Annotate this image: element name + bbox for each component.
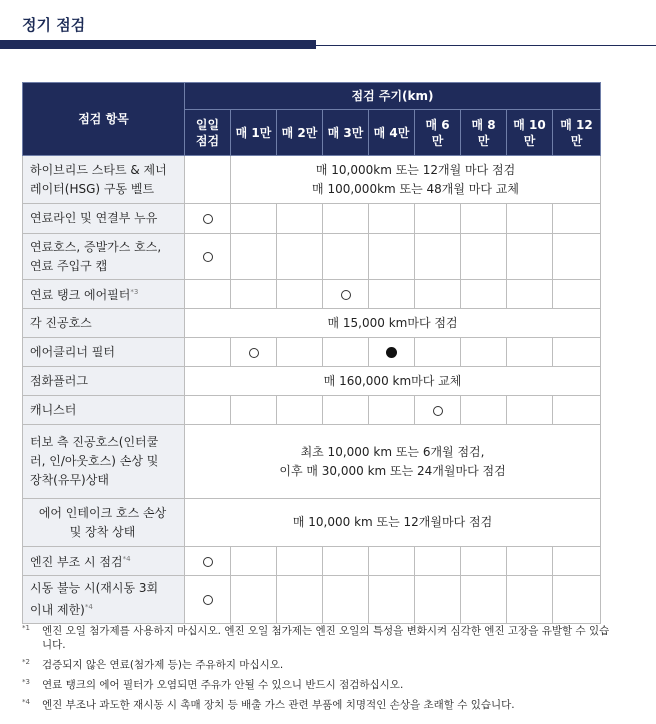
inspection-item [23, 547, 185, 576]
footnote [22, 698, 612, 712]
interval-cell [553, 338, 601, 367]
footnote-marker: *4 [22, 698, 30, 706]
item-label: 에어클리너 필터 [30, 344, 115, 359]
header-interval: 점검 주기(km) [185, 83, 601, 110]
interval-cell [277, 396, 323, 425]
inspection-item [23, 309, 185, 338]
interval-cell [461, 204, 507, 234]
span-note-line: 이후 매 30,000 km 또는 24개월마다 점검 [279, 463, 506, 478]
header-item: 점검 항목 [23, 83, 185, 156]
interval-cell [415, 396, 461, 425]
interval-label: 매 4만 [373, 125, 410, 140]
interval-cell [323, 576, 369, 624]
table-row [23, 547, 601, 576]
interval-span-note [185, 425, 601, 499]
table-row [23, 425, 601, 499]
footnote [22, 624, 612, 652]
interval-cell [231, 396, 277, 425]
interval-cell [185, 576, 231, 624]
interval-cell [507, 396, 553, 425]
interval-cell [277, 547, 323, 576]
item-label: 장착(유무)상태 [30, 473, 109, 487]
page-title: 정기 점검 [22, 16, 86, 34]
interval-cell [185, 280, 231, 309]
interval-header [369, 110, 415, 156]
interval-cell [231, 280, 277, 309]
title-bar [0, 40, 316, 49]
footnote-text: 엔진 오일 첨가제를 사용하지 마십시오. 엔진 오일 첨가제는 엔진 오일의 특성을 변화시켜 심각한 엔진 고장을 유발할 수 있습니다. [42, 625, 610, 651]
interval-cell [369, 396, 415, 425]
footnote-text: 엔진 부조나 과도한 재시동 시 촉매 장치 등 배출 가스 관련 부품에 치명적인 손상을 초래할 수 있습니다. [42, 699, 515, 711]
hollow-circle-icon [203, 214, 213, 224]
inspection-item [23, 425, 185, 499]
interval-cell [185, 338, 231, 367]
item-label: 터보 측 진공호스(인터쿨 [30, 435, 159, 449]
interval-cell [323, 204, 369, 234]
interval-span-note [185, 367, 601, 396]
interval-label: 만 [431, 133, 444, 148]
interval-cell [231, 547, 277, 576]
interval-cell [277, 204, 323, 234]
table-row [23, 309, 601, 338]
footnote-text: 검증되지 않은 연료(첨가제 등)는 주유하지 마십시오. [42, 659, 284, 671]
interval-cell [461, 280, 507, 309]
table-row [23, 367, 601, 396]
interval-cell [553, 204, 601, 234]
hollow-circle-icon [341, 290, 351, 300]
table-row [23, 338, 601, 367]
item-label: 점화플러그 [30, 373, 88, 388]
interval-span-note [185, 499, 601, 547]
interval-cell [277, 280, 323, 309]
interval-header [553, 110, 601, 156]
table-row [23, 156, 601, 204]
interval-header [415, 110, 461, 156]
footnote-text: 연료 탱크의 에어 필터가 오염되면 주유가 안될 수 있으니 반드시 점검하십시오. [42, 679, 404, 691]
interval-cell [415, 338, 461, 367]
inspection-item [23, 576, 185, 624]
item-label: 연료라인 및 연결부 누유 [30, 211, 158, 225]
interval-label: 매 12 [560, 117, 593, 132]
interval-header [277, 110, 323, 156]
interval-label: 매 6 [425, 117, 450, 132]
interval-label: 점검 [195, 133, 220, 148]
footnote-ref: *4 [122, 555, 131, 563]
interval-label: 매 3만 [327, 125, 364, 140]
span-note-line: 최초 10,000 km 또는 6개월 점검, [300, 444, 485, 459]
hollow-circle-icon [203, 595, 213, 605]
item-label: 시동 불능 시(재시동 3회 [30, 581, 159, 595]
interval-cell [553, 576, 601, 624]
footnote-ref: *4 [84, 603, 93, 611]
interval-cell [323, 280, 369, 309]
interval-cell [277, 234, 323, 280]
interval-cell [461, 576, 507, 624]
footnote-ref: *3 [130, 288, 139, 296]
interval-cell [369, 576, 415, 624]
interval-cell [553, 547, 601, 576]
table-row [23, 396, 601, 425]
span-note-line: 매 10,000 km 또는 12개월마다 점검 [292, 515, 493, 529]
interval-cell [461, 234, 507, 280]
footnote-marker: *2 [22, 658, 30, 666]
interval-header [231, 110, 277, 156]
interval-cell [231, 204, 277, 234]
interval-cell [507, 234, 553, 280]
interval-label: 매 2만 [281, 125, 318, 140]
interval-cell [369, 547, 415, 576]
interval-cell [507, 338, 553, 367]
interval-cell [553, 396, 601, 425]
inspection-item [23, 499, 185, 547]
interval-header [507, 110, 553, 156]
item-label: 캐니스터 [30, 402, 77, 417]
table-row [23, 280, 601, 309]
interval-cell [185, 204, 231, 234]
interval-cell [323, 234, 369, 280]
interval-label: 매 1만 [235, 125, 272, 140]
hollow-circle-icon [203, 557, 213, 567]
interval-cell [277, 338, 323, 367]
item-label: 레이터(HSG) 구동 벨트 [30, 181, 155, 196]
interval-cell [185, 396, 231, 425]
interval-cell [369, 338, 415, 367]
item-label: 이내 제한) [30, 603, 85, 617]
inspection-item [23, 338, 185, 367]
interval-cell [507, 280, 553, 309]
interval-cell [415, 576, 461, 624]
interval-cell [369, 280, 415, 309]
interval-cell [415, 280, 461, 309]
interval-cell [461, 396, 507, 425]
interval-header [185, 110, 231, 156]
interval-cell [507, 204, 553, 234]
footnote-marker: *3 [22, 678, 30, 686]
interval-label: 매 8 [471, 117, 496, 132]
interval-cell [231, 338, 277, 367]
interval-cell [323, 396, 369, 425]
span-note-line: 매 10,000km 또는 12개월 마다 점검 [315, 162, 516, 177]
footnote [22, 658, 612, 672]
inspection-item [23, 396, 185, 425]
item-label: 에어 인테이크 호스 손상 [38, 505, 167, 520]
filled-circle-icon [386, 347, 397, 358]
interval-cell [415, 234, 461, 280]
footnote [22, 678, 612, 692]
interval-label: 만 [523, 133, 536, 148]
item-label: 각 진공호스 [30, 315, 92, 330]
interval-cell [507, 576, 553, 624]
item-line [30, 598, 180, 620]
span-note-line: 매 100,000km 또는 48개월 마다 교체 [312, 181, 519, 196]
item-label: 엔진 부조 시 점검 [30, 555, 123, 569]
hollow-circle-icon [203, 252, 213, 262]
inspection-item [23, 234, 185, 280]
interval-cell [185, 234, 231, 280]
interval-cell [369, 234, 415, 280]
table-row [23, 576, 601, 624]
interval-cell [323, 547, 369, 576]
item-label: 하이브리드 스타트 & 제너 [30, 162, 167, 177]
interval-span-note [231, 156, 601, 204]
footnotes [22, 624, 612, 718]
footnote-marker: *1 [22, 624, 30, 632]
interval-cell [461, 547, 507, 576]
inspection-table [22, 82, 601, 624]
item-label: 연료 탱크 에어필터 [30, 288, 131, 302]
item-label: 러, 인/아웃호스) 손상 및 [30, 454, 159, 468]
span-note-line: 매 160,000 km마다 교체 [323, 373, 462, 388]
interval-cell [185, 156, 231, 204]
interval-cell [369, 204, 415, 234]
interval-cell [461, 338, 507, 367]
table-row [23, 499, 601, 547]
interval-span-note [185, 309, 601, 338]
interval-cell [277, 576, 323, 624]
interval-header [323, 110, 369, 156]
inspection-item [23, 280, 185, 309]
interval-label: 일일 [195, 117, 220, 132]
item-line [30, 550, 180, 572]
span-note-line: 매 15,000 km마다 점검 [327, 315, 458, 330]
interval-cell [507, 547, 553, 576]
inspection-item [23, 156, 185, 204]
inspection-item [23, 367, 185, 396]
inspection-item [23, 204, 185, 234]
item-label: 연료호스, 증발가스 호스, [30, 239, 162, 254]
interval-cell [415, 547, 461, 576]
item-label: 연료 주입구 캡 [30, 258, 108, 273]
interval-cell [185, 547, 231, 576]
interval-label: 만 [570, 133, 583, 148]
hollow-circle-icon [433, 406, 443, 416]
table-row [23, 204, 601, 234]
hollow-circle-icon [249, 348, 259, 358]
title-divider [316, 45, 656, 46]
interval-cell [323, 338, 369, 367]
interval-cell [415, 204, 461, 234]
item-line [30, 283, 180, 305]
item-label: 및 장착 상태 [69, 524, 136, 539]
interval-cell [231, 234, 277, 280]
interval-cell [553, 234, 601, 280]
table-row [23, 234, 601, 280]
interval-label: 만 [477, 133, 490, 148]
interval-cell [231, 576, 277, 624]
interval-cell [553, 280, 601, 309]
interval-label: 매 10 [513, 117, 546, 132]
interval-header [461, 110, 507, 156]
